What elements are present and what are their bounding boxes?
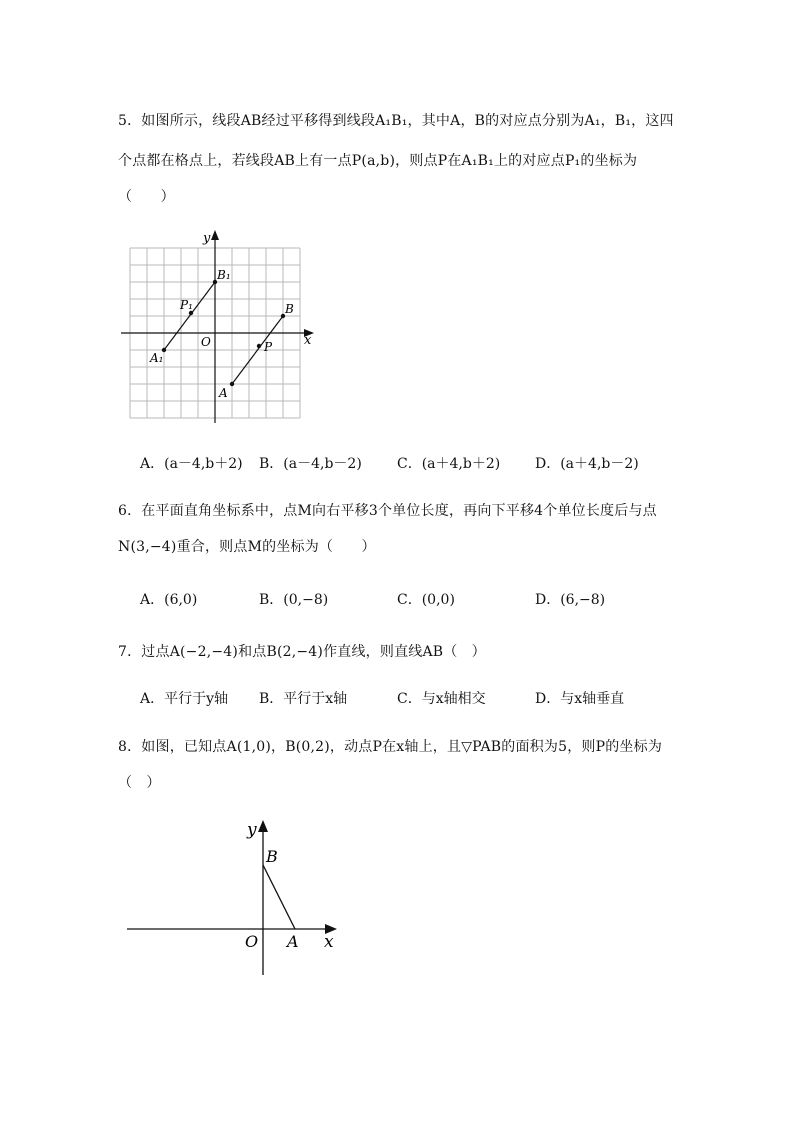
q5-label-o: O	[201, 335, 211, 349]
q6-option-b[interactable]: B．(0,−8)	[259, 592, 329, 608]
q7-option-c[interactable]: C．与x轴相交	[397, 691, 486, 707]
q8-stem-line1: 8．如图，已知点A(1,0)，B(0,2)，动点P在x轴上，且▽PAB的面积为5，则P的坐标为	[118, 739, 663, 755]
q5-option-a[interactable]: A．(a－4,b＋2)	[140, 456, 243, 472]
q7-stem-line1: 7．过点A(−2,−4)和点B(2,−4)作直线，则直线AB（ ）	[118, 644, 486, 660]
q6-stem-line2: N(3,−4)重合，则点M的坐标为（ ）	[118, 539, 376, 555]
q5-label-y: y	[203, 231, 211, 246]
q5-grid-figure	[120, 228, 320, 424]
q6-option-d[interactable]: D．(6,−8)	[535, 592, 606, 608]
q5-label-b1: B₁	[217, 268, 231, 282]
q8-label-a: A	[287, 932, 299, 951]
q8-label-y: y	[247, 820, 257, 840]
q5-option-d[interactable]: D．(a＋4,b－2)	[535, 456, 639, 472]
q5-label-a1: A₁	[150, 351, 164, 365]
q7-option-b[interactable]: B．平行于x轴	[259, 691, 348, 707]
q5-label-p: P	[264, 340, 273, 354]
q7-option-d[interactable]: D．与x轴垂直	[535, 691, 625, 707]
q8-figure	[120, 815, 350, 980]
q5-label-b: B	[285, 302, 294, 316]
q5-label-x: x	[304, 333, 312, 348]
q6-option-a[interactable]: A．(6,0)	[140, 592, 198, 608]
q6-stem-line1: 6．在平面直角坐标系中，点M向右平移3个单位长度，再向下平移4个单位长度后与点	[118, 503, 657, 519]
q5-y-arrow	[211, 230, 219, 240]
q5-point-p	[257, 344, 261, 348]
q5-stem-line2: 个点都在格点上，若线段AB上有一点P(a,b)，则点P在A₁B₁上的对应点P₁的坐标为	[118, 153, 638, 169]
q8-y-arrow	[258, 820, 268, 832]
q5-option-b[interactable]: B．(a－4,b－2)	[259, 456, 362, 472]
q5-answer-paren: （ ）	[118, 189, 175, 205]
q5-stem-line1: 5．如图所示，线段AB经过平移得到线段A₁B₁，其中A，B的对应点分别为A₁，B₁，这四	[118, 113, 674, 129]
q5-label-p1: P₁	[180, 298, 193, 312]
q5-label-a: A	[219, 386, 228, 400]
q8-segment-ab	[263, 865, 295, 929]
q6-option-c[interactable]: C．(0,0)	[397, 592, 455, 608]
q8-label-b: B	[266, 847, 278, 866]
q8-label-o: O	[245, 932, 259, 951]
q8-label-x: x	[324, 932, 334, 952]
q8-answer-paren: （ ）	[118, 775, 161, 791]
q5-point-a	[230, 382, 234, 386]
q7-option-a[interactable]: A．平行于y轴	[140, 691, 229, 707]
q5-option-c[interactable]: C．(a＋4,b＋2)	[397, 456, 501, 472]
